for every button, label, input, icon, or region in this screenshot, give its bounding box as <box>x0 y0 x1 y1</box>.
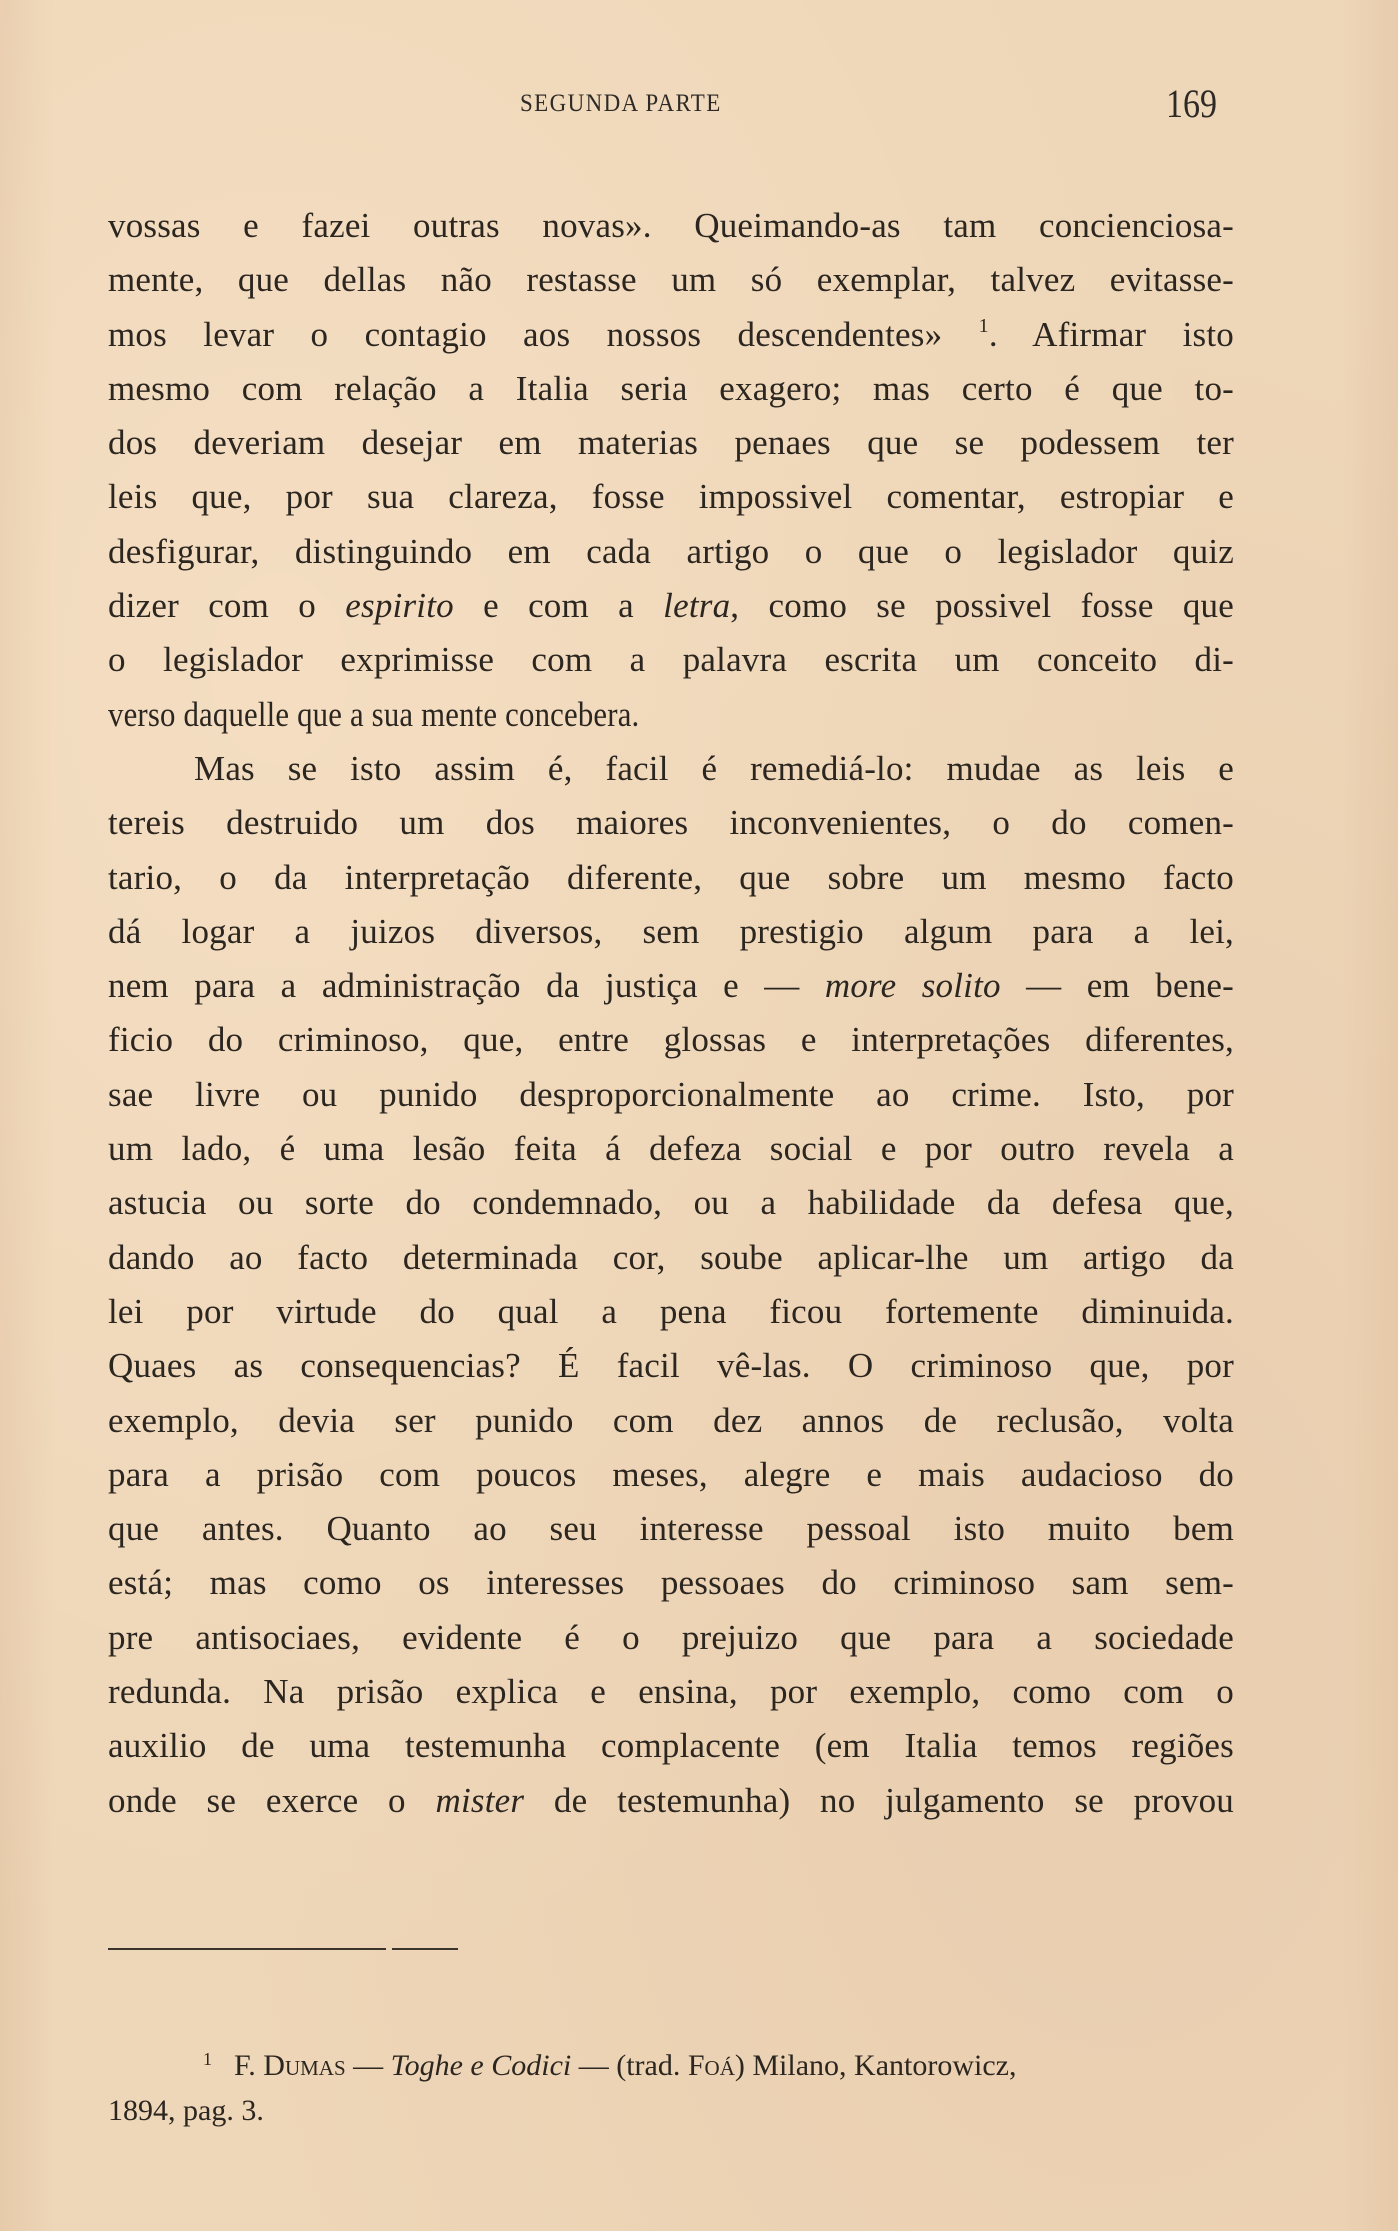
text-line: desfigurar, distinguindo em cada artigo o que o legislador quiz <box>108 531 1234 571</box>
text-line: para a prisão com poucos meses, alegre e mais audacioso do <box>108 1454 1234 1494</box>
text-line: dá logar a juizos diversos, sem prestigio algum para a lei, <box>108 911 1234 951</box>
text-line: leis que, por sua clareza, fosse impossivel comentar, estropiar e <box>108 477 1234 517</box>
text-segment: e com a <box>453 586 664 626</box>
page-number: 169 <box>1166 81 1217 126</box>
text-line <box>108 1774 1234 1828</box>
italic-term: more solito <box>824 966 1001 1006</box>
text-line: vossas e fazei outras novas». Queimando-as tam concienciosa- <box>108 206 1234 245</box>
footnote-marker: 1 <box>203 2049 212 2069</box>
footnote-rule-segment <box>392 1948 458 1950</box>
text-segment: mos levar o contagio aos nossos descendentes» <box>108 314 979 354</box>
text-segment: — em bene- <box>1000 966 1234 1006</box>
paragraph-end-line: verso daquelle que a sua mente concebera. <box>108 694 640 734</box>
text-line: pre antisociaes, evidente é o prejuizo que para a sociedade <box>108 1617 1234 1657</box>
text-line <box>108 579 1234 633</box>
text-line: que antes. Quanto ao seu interesse pessoal isto muito bem <box>108 1509 1234 1549</box>
footnote-author: Dumas <box>263 2049 346 2082</box>
text-segment: onde se exerce o <box>108 1780 436 1820</box>
text-line: astucia ou sorte do condemnado, ou a habilidade da defesa que, <box>108 1183 1234 1223</box>
text-line: está; mas como os interesses pessoaes do criminoso sam sem- <box>108 1563 1234 1603</box>
footnote-reference[interactable]: 1 <box>978 314 989 337</box>
text-line: mente, que dellas não restasse um só exemplar, talvez evitasse- <box>108 260 1234 300</box>
italic-term: mister <box>435 1780 525 1820</box>
text-line: mesmo com relação a Italia seria exagero; mas certo é que to- <box>108 368 1234 408</box>
text-line: tario, o da interpretação diferente, que sobre um mesmo facto <box>108 857 1234 897</box>
running-title: SEGUNDA PARTE <box>520 90 722 117</box>
footnote-dash: — <box>345 2049 391 2082</box>
footnote-line: 1894, pag. 3. <box>108 2094 264 2127</box>
footnote-translator: Foá <box>687 2049 735 2082</box>
text-line: lei por virtude do qual a pena ficou fortemente diminuida. <box>108 1291 1234 1331</box>
footnote-publisher: ) Milano, Kantorowicz, <box>734 2049 1017 2082</box>
text-segment: de testemunha) no julgamento se provou <box>524 1780 1234 1820</box>
footnotes <box>108 2043 1234 2133</box>
text-segment: nem para a administração da justiça e — <box>108 966 825 1006</box>
text-line: um lado, é uma lesão feita á defeza social e por outro revela a <box>108 1129 1234 1169</box>
footnote-author-initial: F. <box>234 2049 264 2082</box>
footnote-rule-segment <box>108 1948 386 1950</box>
paragraph-start-line: Mas se isto assim é, facil é remediá-lo: mudae as leis e <box>194 748 1234 788</box>
footnote-dash: — (trad. <box>571 2049 688 2082</box>
body-text <box>108 199 1234 1828</box>
text-line: dando ao facto determinada cor, soube aplicar-lhe um artigo da <box>108 1237 1234 1277</box>
text-line: auxilio de uma testemunha complacente (em Italia temos regiões <box>108 1726 1234 1766</box>
text-segment: . Afirmar isto <box>988 314 1234 354</box>
text-line: redunda. Na prisão explica e ensina, por exemplo, como com o <box>108 1672 1234 1712</box>
text-segment: , como se possivel fosse que <box>730 586 1234 626</box>
italic-term: espirito <box>345 586 454 626</box>
running-head <box>0 81 1398 126</box>
footnote-title: Toghe e Codici <box>390 2049 572 2082</box>
text-segment: dizer com o <box>108 586 346 626</box>
text-line: ficio do criminoso, que, entre glossas e interpretações diferentes, <box>108 1020 1234 1060</box>
text-line: dos deveriam desejar em materias penaes que se podessem ter <box>108 423 1234 463</box>
footnote-separator <box>108 1948 458 1951</box>
italic-term: letra <box>663 586 731 626</box>
text-line <box>108 959 1234 1013</box>
text-line: Quaes as consequencias? É facil vê-las. O criminoso que, por <box>108 1346 1234 1386</box>
text-line: o legislador exprimisse com a palavra escrita um conceito di- <box>108 640 1234 680</box>
text-line <box>108 308 1234 362</box>
footnote-line <box>108 2043 1234 2088</box>
text-line: tereis destruido um dos maiores inconvenientes, o do comen- <box>108 803 1234 843</box>
text-line: sae livre ou punido desproporcionalmente ao crime. Isto, por <box>108 1074 1234 1114</box>
text-line: exemplo, devia ser punido com dez annos de reclusão, volta <box>108 1400 1234 1440</box>
